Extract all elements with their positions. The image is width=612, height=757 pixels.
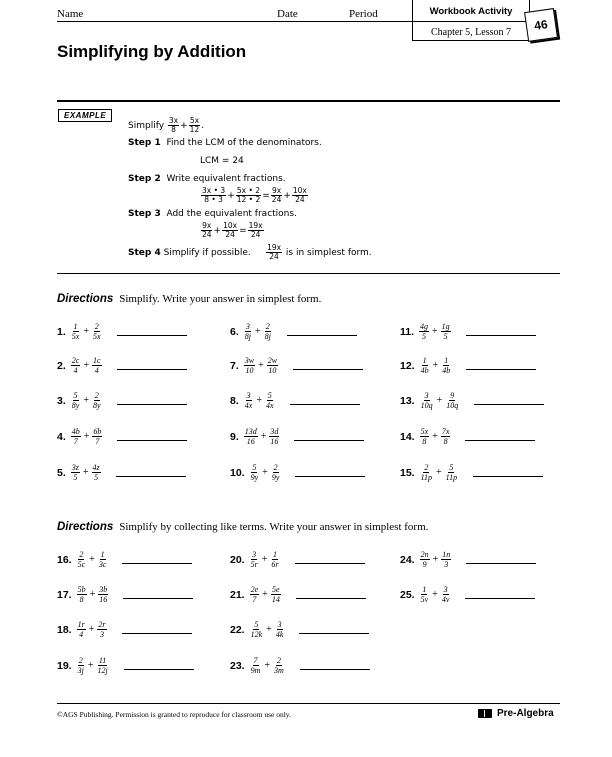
fraction: $\frac{2}{8j}$ <box>264 322 271 341</box>
problem-number: 1. <box>57 325 66 338</box>
problem-22: 22. $\frac{5}{12k}$ + $\frac{3}{4k}$ <box>230 620 369 639</box>
problem-number: 19. <box>57 659 72 672</box>
fraction: $\frac{2}{5x}$ <box>92 322 101 341</box>
problem-number: 16. <box>57 553 72 566</box>
fraction: $\frac{2w}{10}$ <box>267 356 278 375</box>
book-icon <box>478 709 492 718</box>
fraction: $\frac{2n}{9}$ <box>420 550 429 569</box>
fraction: $\frac{9}{10q}$ <box>446 391 459 410</box>
answer-blank[interactable] <box>295 475 365 477</box>
fraction: $\frac{1}{3c}$ <box>98 550 107 569</box>
header-rule <box>57 21 412 22</box>
fraction: $\frac{2}{9y}$ <box>271 463 280 482</box>
fraction: $\frac{1}{4b}$ <box>420 356 429 375</box>
answer-blank[interactable] <box>117 403 187 405</box>
problem-2: 2. $\frac{2c}{4}$ + $\frac{1c}{4}$ <box>57 356 187 375</box>
problem-16: 16. $\frac{2}{5c}$ + $\frac{1}{3c}$ <box>57 550 192 569</box>
directions-1: Directions Simplify. Write your answer in simplest form. <box>57 293 322 305</box>
copyright-notice: ©AGS Publishing. Permission is granted to reproduce for classroom use only. <box>57 710 291 719</box>
answer-blank[interactable] <box>122 562 192 564</box>
problem-number: 7. <box>230 359 239 372</box>
fraction: $\frac{5}{12k}$ <box>250 620 263 639</box>
date-label: Date <box>277 8 298 20</box>
problem-6: 6. $\frac{3}{8j}$ + $\frac{2}{8j}$ <box>230 322 357 341</box>
problem-number: 13. <box>400 394 415 407</box>
problem-number: 3. <box>57 394 66 407</box>
brand <box>478 708 554 719</box>
fraction: $\frac{1n}{3}$ <box>442 550 451 569</box>
problem-number: 20. <box>230 553 245 566</box>
example-label: EXAMPLE <box>58 109 112 122</box>
lcm-result: LCM = 24 <box>200 156 244 166</box>
problem-1: 1. $\frac{1}{5x}$ + $\frac{2}{5x}$ <box>57 322 187 341</box>
fraction: $\frac{3}{5r}$ <box>250 550 258 569</box>
fraction: $\frac{11}{12j}$ <box>97 656 108 675</box>
problem-12: 12. $\frac{1}{4b}$ + $\frac{1}{4b}$ <box>400 356 536 375</box>
fraction: $\frac{3}{8j}$ <box>244 322 251 341</box>
answer-blank[interactable] <box>466 368 536 370</box>
activity-number-tab: 46 <box>524 8 558 42</box>
problem-number: 18. <box>57 623 72 636</box>
problem-21: 21. $\frac{2e}{7}$ + $\frac{5e}{14}$ <box>230 585 366 604</box>
workbook-activity-label: Workbook Activity <box>429 6 513 17</box>
workbook-box-divider <box>413 21 529 22</box>
problem-number: 6. <box>230 325 239 338</box>
problem-7: 7. $\frac{3w}{10}$ + $\frac{2w}{10}$ <box>230 356 363 375</box>
problem-20: 20. $\frac{3}{5r}$ + $\frac{1}{6r}$ <box>230 550 365 569</box>
name-label: Name <box>57 8 84 20</box>
answer-blank[interactable] <box>299 632 369 634</box>
fraction: $\frac{1g}{5}$ <box>441 322 450 341</box>
fraction: $\frac{1}{4b}$ <box>442 356 451 375</box>
answer-blank[interactable] <box>123 597 193 599</box>
answer-blank[interactable] <box>124 668 194 670</box>
answer-blank[interactable] <box>293 368 363 370</box>
fraction: $\frac{4b}{7}$ <box>71 427 80 446</box>
answer-blank[interactable] <box>296 597 366 599</box>
fraction: $\frac{2e}{7}$ <box>250 585 259 604</box>
simplify-word: Simplify <box>128 120 165 131</box>
problem-number: 4. <box>57 430 66 443</box>
problem-number: 10. <box>230 466 245 479</box>
fraction: $\frac{5}{4x}$ <box>265 391 274 410</box>
problem-9: 9. $\frac{13d}{16}$ + $\frac{3d}{16}$ <box>230 427 364 446</box>
fraction: $\frac{2}{11p}$ <box>420 463 433 482</box>
fraction: $\frac{6b}{7}$ <box>93 427 102 446</box>
problem-number: 22. <box>230 623 245 636</box>
fraction: $\frac{13d}{16}$ <box>244 427 257 446</box>
problem-number: 14. <box>400 430 415 443</box>
answer-blank[interactable] <box>287 334 357 336</box>
example-top-rule <box>57 100 560 102</box>
footer-rule <box>57 703 560 704</box>
fraction: $\frac{2r}{3}$ <box>98 620 106 639</box>
fraction: $\frac{2}{3m}$ <box>274 656 284 675</box>
fraction: $\frac{3}{10q}$ <box>420 391 433 410</box>
fraction: $\frac{2}{3j}$ <box>77 656 84 675</box>
fraction: $\frac{1}{6r}$ <box>271 550 279 569</box>
problem-number: 12. <box>400 359 415 372</box>
fraction: $\frac{5e}{14}$ <box>271 585 280 604</box>
fraction: $\frac{3}{4x}$ <box>244 391 253 410</box>
problem-number: 23. <box>230 659 245 672</box>
step-3-work: $\frac{9x}{24}$ + $\frac{10x}{24}$ = $\frac{19x}{24}$ <box>202 221 263 239</box>
directions-2: Directions Simplify by collecting like terms. Write your answer in simplest form. <box>57 521 429 533</box>
problem-23: 23. $\frac{7}{9m}$ + $\frac{2}{3m}$ <box>230 656 370 675</box>
problem-5: 5. $\frac{3z}{5}$ + $\frac{4z}{5}$ <box>57 463 186 482</box>
problem-number: 15. <box>400 466 415 479</box>
example-fraction-1: $\frac{3x}{8}$ <box>168 116 179 134</box>
problem-14: 14. $\frac{5x}{8}$ + $\frac{7x}{8}$ <box>400 427 535 446</box>
problem-number: 21. <box>230 588 245 601</box>
fraction: $\frac{5b}{8}$ <box>77 585 86 604</box>
problem-4: 4. $\frac{4b}{7}$ + $\frac{6b}{7}$ <box>57 427 187 446</box>
fraction: $\frac{2}{5c}$ <box>77 550 86 569</box>
answer-blank[interactable] <box>295 562 365 564</box>
step-2: Step 2 Write equivalent fractions. <box>128 174 286 184</box>
problem-13: 13. $\frac{3}{10q}$ + $\frac{9}{10q}$ <box>400 391 544 410</box>
problem-11: 11. $\frac{4g}{5}$ + $\frac{1g}{5}$ <box>400 322 536 341</box>
fraction: $\frac{5}{11p}$ <box>445 463 458 482</box>
fraction: $\frac{3}{4v}$ <box>441 585 450 604</box>
answer-blank[interactable] <box>466 562 536 564</box>
workbook-box <box>412 0 530 41</box>
problem-10: 10. $\frac{5}{9y}$ + $\frac{2}{9y}$ <box>230 463 365 482</box>
problem-number: 5. <box>57 466 66 479</box>
fraction: $\frac{1}{5v}$ <box>420 585 429 604</box>
problem-24: 24. $\frac{2n}{9}$ + $\frac{1n}{3}$ <box>400 550 536 569</box>
problem-15: 15. $\frac{2}{11p}$ + $\frac{5}{11p}$ <box>400 463 543 482</box>
problem-19: 19. $\frac{2}{3j}$ + $\frac{11}{12j}$ <box>57 656 194 675</box>
example-fraction-2: $\frac{5x}{12}$ <box>189 116 200 134</box>
problem-number: 9. <box>230 430 239 443</box>
answer-blank[interactable] <box>466 334 536 336</box>
fraction: $\frac{2}{8y}$ <box>92 391 101 410</box>
problem-3: 3. $\frac{5}{8y}$ + $\frac{2}{8y}$ <box>57 391 187 410</box>
example-bottom-rule <box>57 273 560 274</box>
answer-blank[interactable] <box>300 668 370 670</box>
answer-blank[interactable] <box>473 475 543 477</box>
fraction: $\frac{5x}{8}$ <box>420 427 429 446</box>
problem-number: 11. <box>400 325 415 338</box>
period-label: Period <box>349 8 378 20</box>
fraction: $\frac{3z}{5}$ <box>71 463 79 482</box>
step-4: Step 4 Simplify if possible. $\frac{19x}{24}$ is in simplest form. <box>128 243 372 261</box>
fraction: $\frac{4z}{5}$ <box>92 463 100 482</box>
problem-number: 8. <box>230 394 239 407</box>
example-problem: Simplify $\frac{3x}{8}$ + $\frac{5x}{12}$ . <box>128 116 205 134</box>
fraction: $\frac{7}{9m}$ <box>250 656 261 675</box>
problem-number: 25. <box>400 588 415 601</box>
answer-blank[interactable] <box>294 439 364 441</box>
problem-18: 18. $\frac{1r}{4}$ + $\frac{2r}{3}$ <box>57 620 192 639</box>
answer-blank[interactable] <box>116 475 186 477</box>
answer-blank[interactable] <box>122 632 192 634</box>
brand-label: Pre-Algebra <box>497 708 554 719</box>
fraction: $\frac{3b}{16}$ <box>99 585 108 604</box>
fraction: $\frac{3w}{10}$ <box>244 356 255 375</box>
problem-17: 17. $\frac{5b}{8}$ + $\frac{3b}{16}$ <box>57 585 193 604</box>
fraction: $\frac{5}{8y}$ <box>71 391 80 410</box>
fraction: $\frac{7x}{8}$ <box>441 427 450 446</box>
fraction: $\frac{1c}{4}$ <box>92 356 101 375</box>
fraction: $\frac{3d}{16}$ <box>270 427 279 446</box>
answer-blank[interactable] <box>465 597 535 599</box>
answer-blank[interactable] <box>474 403 544 405</box>
step-2-work: $\frac{3x • 3}{8 • 3}$ + $\frac{5x • 2}{12 • 2}$ = $\frac{9x}{24}$ + $\frac{10x}{24}$ <box>202 186 307 204</box>
problem-number: 17. <box>57 588 72 601</box>
fraction: $\frac{2c}{4}$ <box>71 356 80 375</box>
answer-blank[interactable] <box>117 439 187 441</box>
step-1: Step 1 Find the LCM of the denominators. <box>128 138 322 148</box>
answer-blank[interactable] <box>465 439 535 441</box>
fraction: $\frac{1}{5x}$ <box>71 322 80 341</box>
problem-number: 2. <box>57 359 66 372</box>
problem-25: 25. $\frac{1}{5v}$ + $\frac{3}{4v}$ <box>400 585 535 604</box>
page-title: Simplifying by Addition <box>57 42 247 61</box>
fraction: $\frac{5}{9y}$ <box>250 463 259 482</box>
step-3: Step 3 Add the equivalent fractions. <box>128 209 297 219</box>
fraction: $\frac{4g}{5}$ <box>420 322 429 341</box>
answer-blank[interactable] <box>290 403 360 405</box>
answer-blank[interactable] <box>117 368 187 370</box>
problem-number: 24. <box>400 553 415 566</box>
problem-8: 8. $\frac{3}{4x}$ + $\frac{5}{4x}$ <box>230 391 360 410</box>
fraction: $\frac{3}{4k}$ <box>275 620 284 639</box>
fraction: $\frac{1r}{4}$ <box>77 620 85 639</box>
answer-blank[interactable] <box>117 334 187 336</box>
chapter-lesson-label: Chapter 5, Lesson 7 <box>431 27 511 38</box>
